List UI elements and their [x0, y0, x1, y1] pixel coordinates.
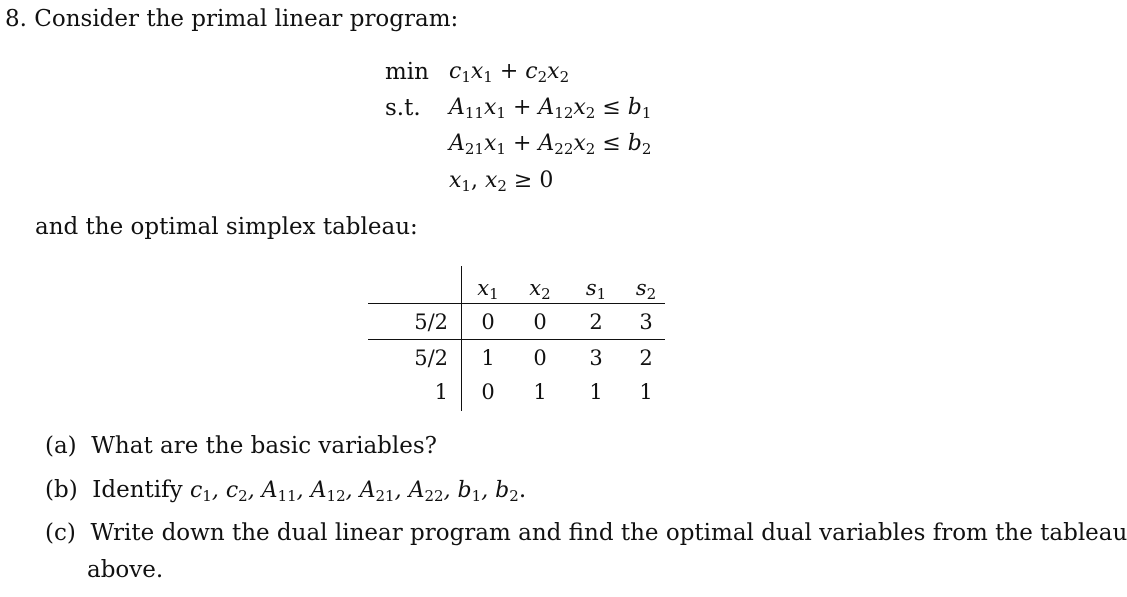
- question-c-continuation: above.: [87, 557, 164, 583]
- problem-title: [5, 6, 458, 32]
- problem-title-text: Consider the primal linear program:: [34, 6, 459, 32]
- row0-rhs: 5/2: [414, 310, 448, 334]
- question-a: [45, 433, 437, 459]
- row2-rhs: 1: [434, 380, 448, 404]
- row0-s2: 3: [639, 310, 653, 334]
- row2-x1: 0: [481, 380, 495, 404]
- question-c-text: Write down the dual linear program and find the optimal dual variables from the tableau: [90, 520, 1127, 546]
- question-a-label: (a): [45, 433, 77, 459]
- question-b-label: (b): [45, 477, 78, 503]
- tableau-objective-rule: [368, 339, 665, 340]
- objective-function: $c_1x_1 + c_2x_2$: [449, 59, 570, 86]
- row1-s2: 2: [639, 346, 653, 370]
- problem-number: 8.: [5, 6, 27, 32]
- row0-x1: 0: [481, 310, 495, 334]
- constraint-1: $A_{11}x_1 + A_{12}x_2 \le b_1$: [449, 95, 652, 122]
- min-label: min: [385, 59, 429, 85]
- row0-x2: 0: [533, 310, 547, 334]
- header-x1: $x_1$: [477, 276, 499, 303]
- header-x2: $x_2$: [529, 276, 551, 303]
- st-label: s.t.: [385, 95, 421, 121]
- question-c-label: (c): [45, 520, 76, 546]
- nonnegativity-constraint: $x_1$, $x_2 \ge 0$: [449, 168, 554, 195]
- row2-x2: 1: [533, 380, 547, 404]
- question-b-text: Identify $c_1$, $c_2$, $A_{11}$, $A_{12}$, $A_{21}$, $A_{22}$, $b_1$, $b_2$.: [92, 477, 527, 505]
- question-a-text: What are the basic variables?: [91, 433, 438, 459]
- constraint-2: $A_{21}x_1 + A_{22}x_2 \le b_2$: [449, 131, 652, 158]
- question-b: [45, 477, 526, 503]
- tableau-header-rule: [368, 303, 665, 304]
- row1-rhs: 5/2: [414, 346, 448, 370]
- header-s2: $s_2$: [635, 276, 657, 303]
- question-c: [45, 520, 1127, 546]
- row1-s1: 3: [589, 346, 603, 370]
- row0-s1: 2: [589, 310, 603, 334]
- row1-x2: 0: [533, 346, 547, 370]
- tableau-intro: and the optimal simplex tableau:: [35, 214, 418, 240]
- header-s1: $s_1$: [585, 276, 607, 303]
- row1-x1: 1: [481, 346, 495, 370]
- row2-s1: 1: [589, 380, 603, 404]
- row2-s2: 1: [639, 380, 653, 404]
